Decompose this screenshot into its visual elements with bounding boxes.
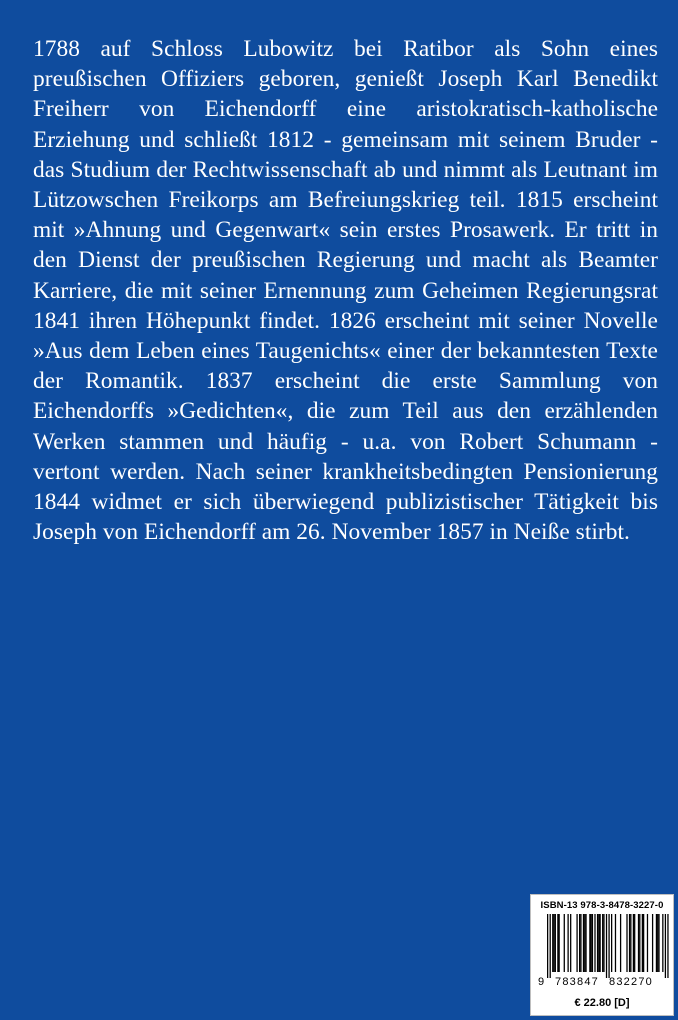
- barcode-bar: [557, 914, 558, 972]
- barcode-bar: [584, 914, 585, 972]
- barcode-bar: [579, 914, 580, 972]
- barcode-bar: [576, 914, 577, 972]
- author-biography-text: 1788 auf Schloss Lubowitz bei Ratibor als Sohn eines preußischen Offiziers geboren, genießt Joseph Karl Benedikt Freiherr von Eichendorff eine aristokratisch-katholische Erziehung und schließt 1812 - gemeinsam mit seinem Bruder - das Studium der Rechtwissenschaft ab und nimmt als Leutnant im Lützowschen Freikorps am Befreiungskrieg teil. 1815 erscheint mit »Ahnung und Gegenwart« sein erstes Prosawerk. Er tritt in den Dienst der preußischen Regierung und macht als Beamter Karriere, die mit seiner Ernennung zum Geheimen Regierungsrat 1841 ihren Höhepunkt findet. 1826 erscheint mit seiner Novelle »Aus dem Leben eines Taugenichts« einer der bekanntesten Texte der Romantik. 1837 erscheint die erste Sammlung von Eichendorffs »Gedichten«, die zum Teil aus den erzählenden Werken stammen und häufig - u.a. von Robert Schumann - vertont werden. Nach seiner krankheitsbedingten Pensionierung 1844 widmet er sich überwiegend publizistischer Tätigkeit bis Joseph von Eichendorff am 26. November 1857 in Neiße stirbt.: [33, 36, 658, 546]
- barcode-bar: [585, 914, 586, 972]
- barcode-bar: [630, 914, 631, 972]
- barcode-first-digit: 9: [537, 976, 545, 988]
- barcode-bar: [642, 914, 643, 972]
- barcode-bar: [620, 914, 621, 972]
- barcode-bar: [567, 914, 568, 972]
- barcode-bar: [658, 914, 659, 972]
- barcode-bar: [552, 914, 553, 972]
- barcode-bar: [629, 914, 630, 972]
- barcode-image: [537, 914, 669, 988]
- barcode-bar: [611, 914, 612, 972]
- barcode-bar: [606, 914, 607, 978]
- barcode-bar: [553, 914, 554, 972]
- barcode-bar: [662, 914, 663, 972]
- isbn-number: ISBN-13 978-3-8478-3227-0: [540, 900, 664, 911]
- barcode-bar: [570, 914, 571, 972]
- barcode-bar: [639, 914, 640, 972]
- barcode-bar: [652, 914, 653, 972]
- price-label: € 22.80 [D]: [574, 997, 630, 1009]
- barcode-bar: [598, 914, 599, 972]
- barcode-bar: [667, 914, 668, 978]
- barcode-bar: [633, 914, 634, 972]
- barcode-bar: [647, 914, 648, 972]
- barcode-bar: [608, 914, 609, 978]
- barcode-bar: [656, 914, 657, 972]
- barcode-bar: [638, 914, 639, 972]
- barcode-bar: [591, 914, 592, 972]
- barcode-bar: [580, 914, 581, 972]
- barcode-bar: [597, 914, 598, 972]
- barcode-bar: [643, 914, 644, 972]
- barcode-bar: [665, 914, 666, 978]
- barcode-bar: [547, 914, 548, 978]
- isbn-barcode-label: [530, 894, 674, 1016]
- barcode-bar: [594, 914, 595, 972]
- barcode-bar: [603, 914, 604, 972]
- barcode-bar: [583, 914, 584, 972]
- barcode-bar: [599, 914, 600, 972]
- barcode-right-digits: 832270: [609, 976, 653, 988]
- barcode-bar: [615, 914, 616, 972]
- barcode-bar: [555, 914, 556, 972]
- barcode-bar: [559, 914, 560, 972]
- barcode-bar: [589, 914, 590, 972]
- barcode-bar: [550, 914, 551, 978]
- barcode-bar: [657, 914, 658, 972]
- barcode-bar: [626, 914, 627, 972]
- barcode-bars: [547, 914, 669, 978]
- barcode-bar: [634, 914, 635, 972]
- barcode-bar: [564, 914, 565, 972]
- barcode-bar: [592, 914, 593, 972]
- barcode-left-digits: 783847: [555, 976, 599, 988]
- barcode-bar: [602, 914, 603, 972]
